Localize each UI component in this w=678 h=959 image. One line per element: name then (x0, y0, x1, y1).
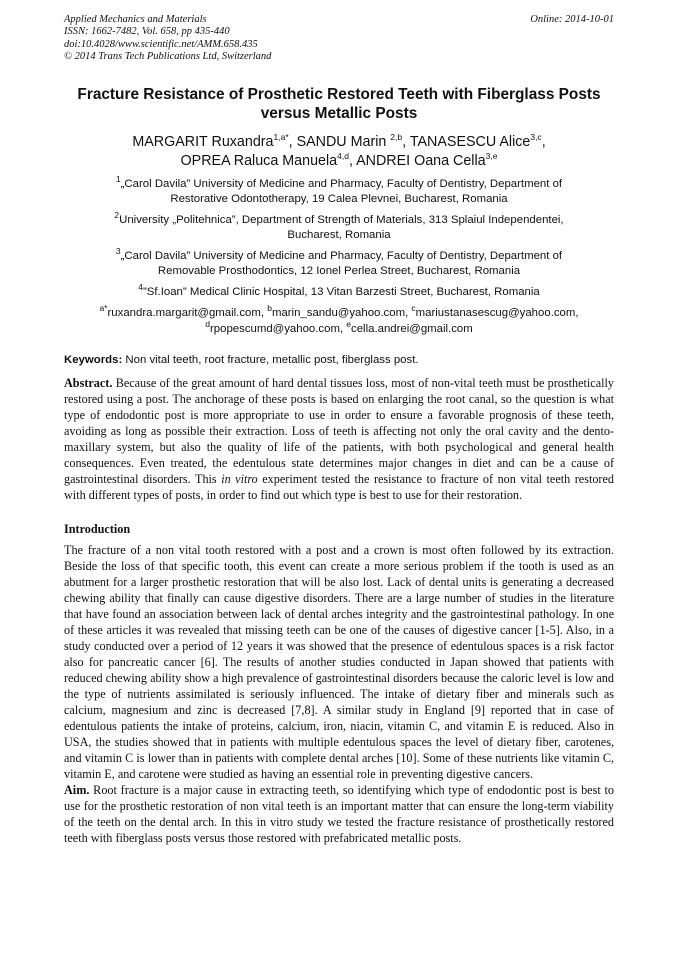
email-sup: c (411, 303, 416, 314)
abstract-text: Because of the great amount of hard dental tissues loss, most of non-vital teeth must be prosthetically restored using a post. The anchorage of these posts is based on enlarging the root canal, so the question is what type of endodontic post is more appropriate to use in order to ensure a favorable prognosis of these teeth, avoiding as long as possible their extraction. Loss of teeth is affecting not only the oral cavity and the dento-maxillary system, but also the quality of life of the patients, with both psychological and general health consequences. Even treated, the edentulous state determines major changes in diet and can be a cause of gastrointestinal disorders. This (64, 376, 614, 487)
title-line-2: versus Metallic Posts (260, 104, 418, 122)
affiliation-3 (64, 245, 614, 280)
affiliation-4 (64, 281, 614, 301)
author-sup: 3,e (485, 150, 498, 161)
email-sup: e (346, 318, 352, 329)
author-name: OPREA Raluca Manuela (180, 152, 338, 169)
keywords-label: Keywords: (64, 354, 123, 367)
issn-line: ISSN: 1662-7482, Vol. 658, pp 435-440 (64, 26, 230, 38)
aim-paragraph (64, 782, 614, 846)
author-name: SANDU Marin (296, 133, 391, 150)
author-sup: 4,d (337, 150, 349, 161)
email-link[interactable]: cella.andrei@gmail.com (351, 322, 473, 335)
author-sep: , (541, 133, 546, 150)
affiliation-number: 1 (115, 173, 121, 184)
email-list (64, 303, 614, 337)
affiliation-text: „Carol Davila” University of Medicine and Pharmacy, Faculty of Dentistry, Department of (120, 249, 563, 262)
authors-line-2 (64, 152, 614, 171)
author-sup: 2,b (390, 131, 403, 142)
journal-name: Applied Mechanics and Materials (64, 14, 207, 25)
email-link[interactable]: marin_sandu@yahoo.com, (271, 307, 412, 320)
affiliation-text: Bucharest, Romania (287, 229, 391, 242)
author-sep: , (348, 152, 357, 169)
introduction-paragraph: The fracture of a non vital tooth restored with a post and a crown is most often followed by its extraction. Beside the loss of that specific tooth, this event can create a more serious problem if the tooth is used as an abutment for a larger prosthetic restoration that will be also lost. Lack of dental units is generating a decreased chewing ability that finally can cause digestive disorders. There are a large number of studies in the literature that have found an association between lack of dental arches integrity and the gastrointestinal pathology. In one of these articles it was revealed that missing teeth can be one of the causes of digestive cancer [1-5]. Also, in a study conducted over a period of 12 years it was showed that the presence of edentulous spaces is a risk factor also for pancreatic cancer [6]. The results of another studies conducted in Japan showed that patients with reduced chewing ability show a high prevalence of gastrointestinal disorders because the caloric level is low and the type of nutrients assimilated is seriously influenced. The intake of dietary fiber and minerals such as calcium, magnesium and zinc is decreased [7,8]. A similar study in England [9] reported that in case of edentulous patients the intake of proteins, calcium, iron, niacin, vitamin C, and vitamin E is reduced. Also in USA, the studies showed that in patients with multiple edentulous spaces the level of dietary fiber, carotenes, and vitamin C is lower than in patients with complete dental arches [10]. Some of these nutrients like vitamin C, vitamin E, and carotene were studied as having an essential role in preventing digestive cancers. (64, 543, 614, 782)
abstract-text-end: experiment tested the resistance to fracture of non vital teeth restored with different types of posts, in order to find out which type is best to use for their restoration. (64, 472, 614, 503)
author-name: MARGARIT Ruxandra (132, 133, 274, 150)
affiliation-text: University „Politehnica”, Department of Strength of Materials, 313 Splaiul Independentei, (119, 213, 564, 226)
authors-line-1 (64, 133, 614, 152)
abstract-label: Abstract. (64, 376, 113, 391)
abstract-italic: in vitro (221, 472, 258, 487)
author-sep: , (402, 133, 410, 150)
journal-header (64, 14, 614, 64)
copyright-line: © 2014 Trans Tech Publications Ltd, Switzerland (64, 51, 272, 63)
aim-label: Aim. (64, 783, 90, 798)
email-sup: b (267, 303, 272, 314)
author-list (64, 133, 614, 171)
author-sep: , (288, 133, 297, 150)
affiliation-text: „Carol Davila” University of Medicine and Pharmacy, Faculty of Dentistry, Department of (120, 177, 563, 190)
author-name: ANDREI Oana Cella (356, 152, 486, 169)
affiliation-number: 4 (138, 281, 143, 292)
aim-text: Root fracture is a major cause in extracting teeth, so identifying which type of endodontic post is best to use for the prosthetic restoration of non vital teeth is an important matter that can ensure the long-term viability of the teeth on the dental arch. In this in vitro study we tested the fracture resistance of prosthetically restored teeth with fiberglass posts versus those restored with prefabricated metallic posts. (64, 783, 614, 846)
affiliation-number: 2 (114, 209, 120, 220)
keywords-text: Non vital teeth, root fracture, metallic post, fiberglass post. (122, 354, 419, 367)
keywords (64, 353, 614, 368)
introduction-heading: Introduction (64, 522, 131, 537)
paper-title (64, 85, 614, 123)
email-sup: d (205, 318, 210, 329)
author-sup: 1,a* (273, 131, 289, 142)
affiliation-2 (64, 209, 614, 244)
author-sup: 3,c (530, 131, 542, 142)
email-sup: a* (99, 303, 108, 314)
abstract (64, 375, 614, 503)
title-line-1: Fracture Resistance of Prosthetic Restored Teeth with Fiberglass Posts (77, 85, 601, 103)
affiliation-1 (64, 173, 614, 208)
email-link[interactable]: ruxandra.margarit@gmail.com, (107, 307, 268, 320)
affiliation-text: ”Sf.Ioan” Medical Clinic Hospital, 13 Vitan Barzesti Street, Bucharest, Romania (142, 285, 540, 298)
affiliation-number: 3 (115, 245, 121, 256)
email-link[interactable]: rpopescumd@yahoo.com, (209, 322, 347, 335)
affiliation-text: Restorative Odontotherapy, 19 Calea Plevnei, Bucharest, Romania (170, 193, 508, 206)
doi-line: doi:10.4028/www.scientific.net/AMM.658.435 (64, 38, 258, 50)
online-date: Online: 2014-10-01 (530, 14, 614, 25)
author-name: TANASESCU Alice (409, 133, 531, 150)
email-link[interactable]: mariustanasescug@yahoo.com, (415, 307, 579, 320)
affiliation-text: Removable Prosthodontics, 12 Ionel Perlea Street, Bucharest, Romania (157, 265, 521, 278)
